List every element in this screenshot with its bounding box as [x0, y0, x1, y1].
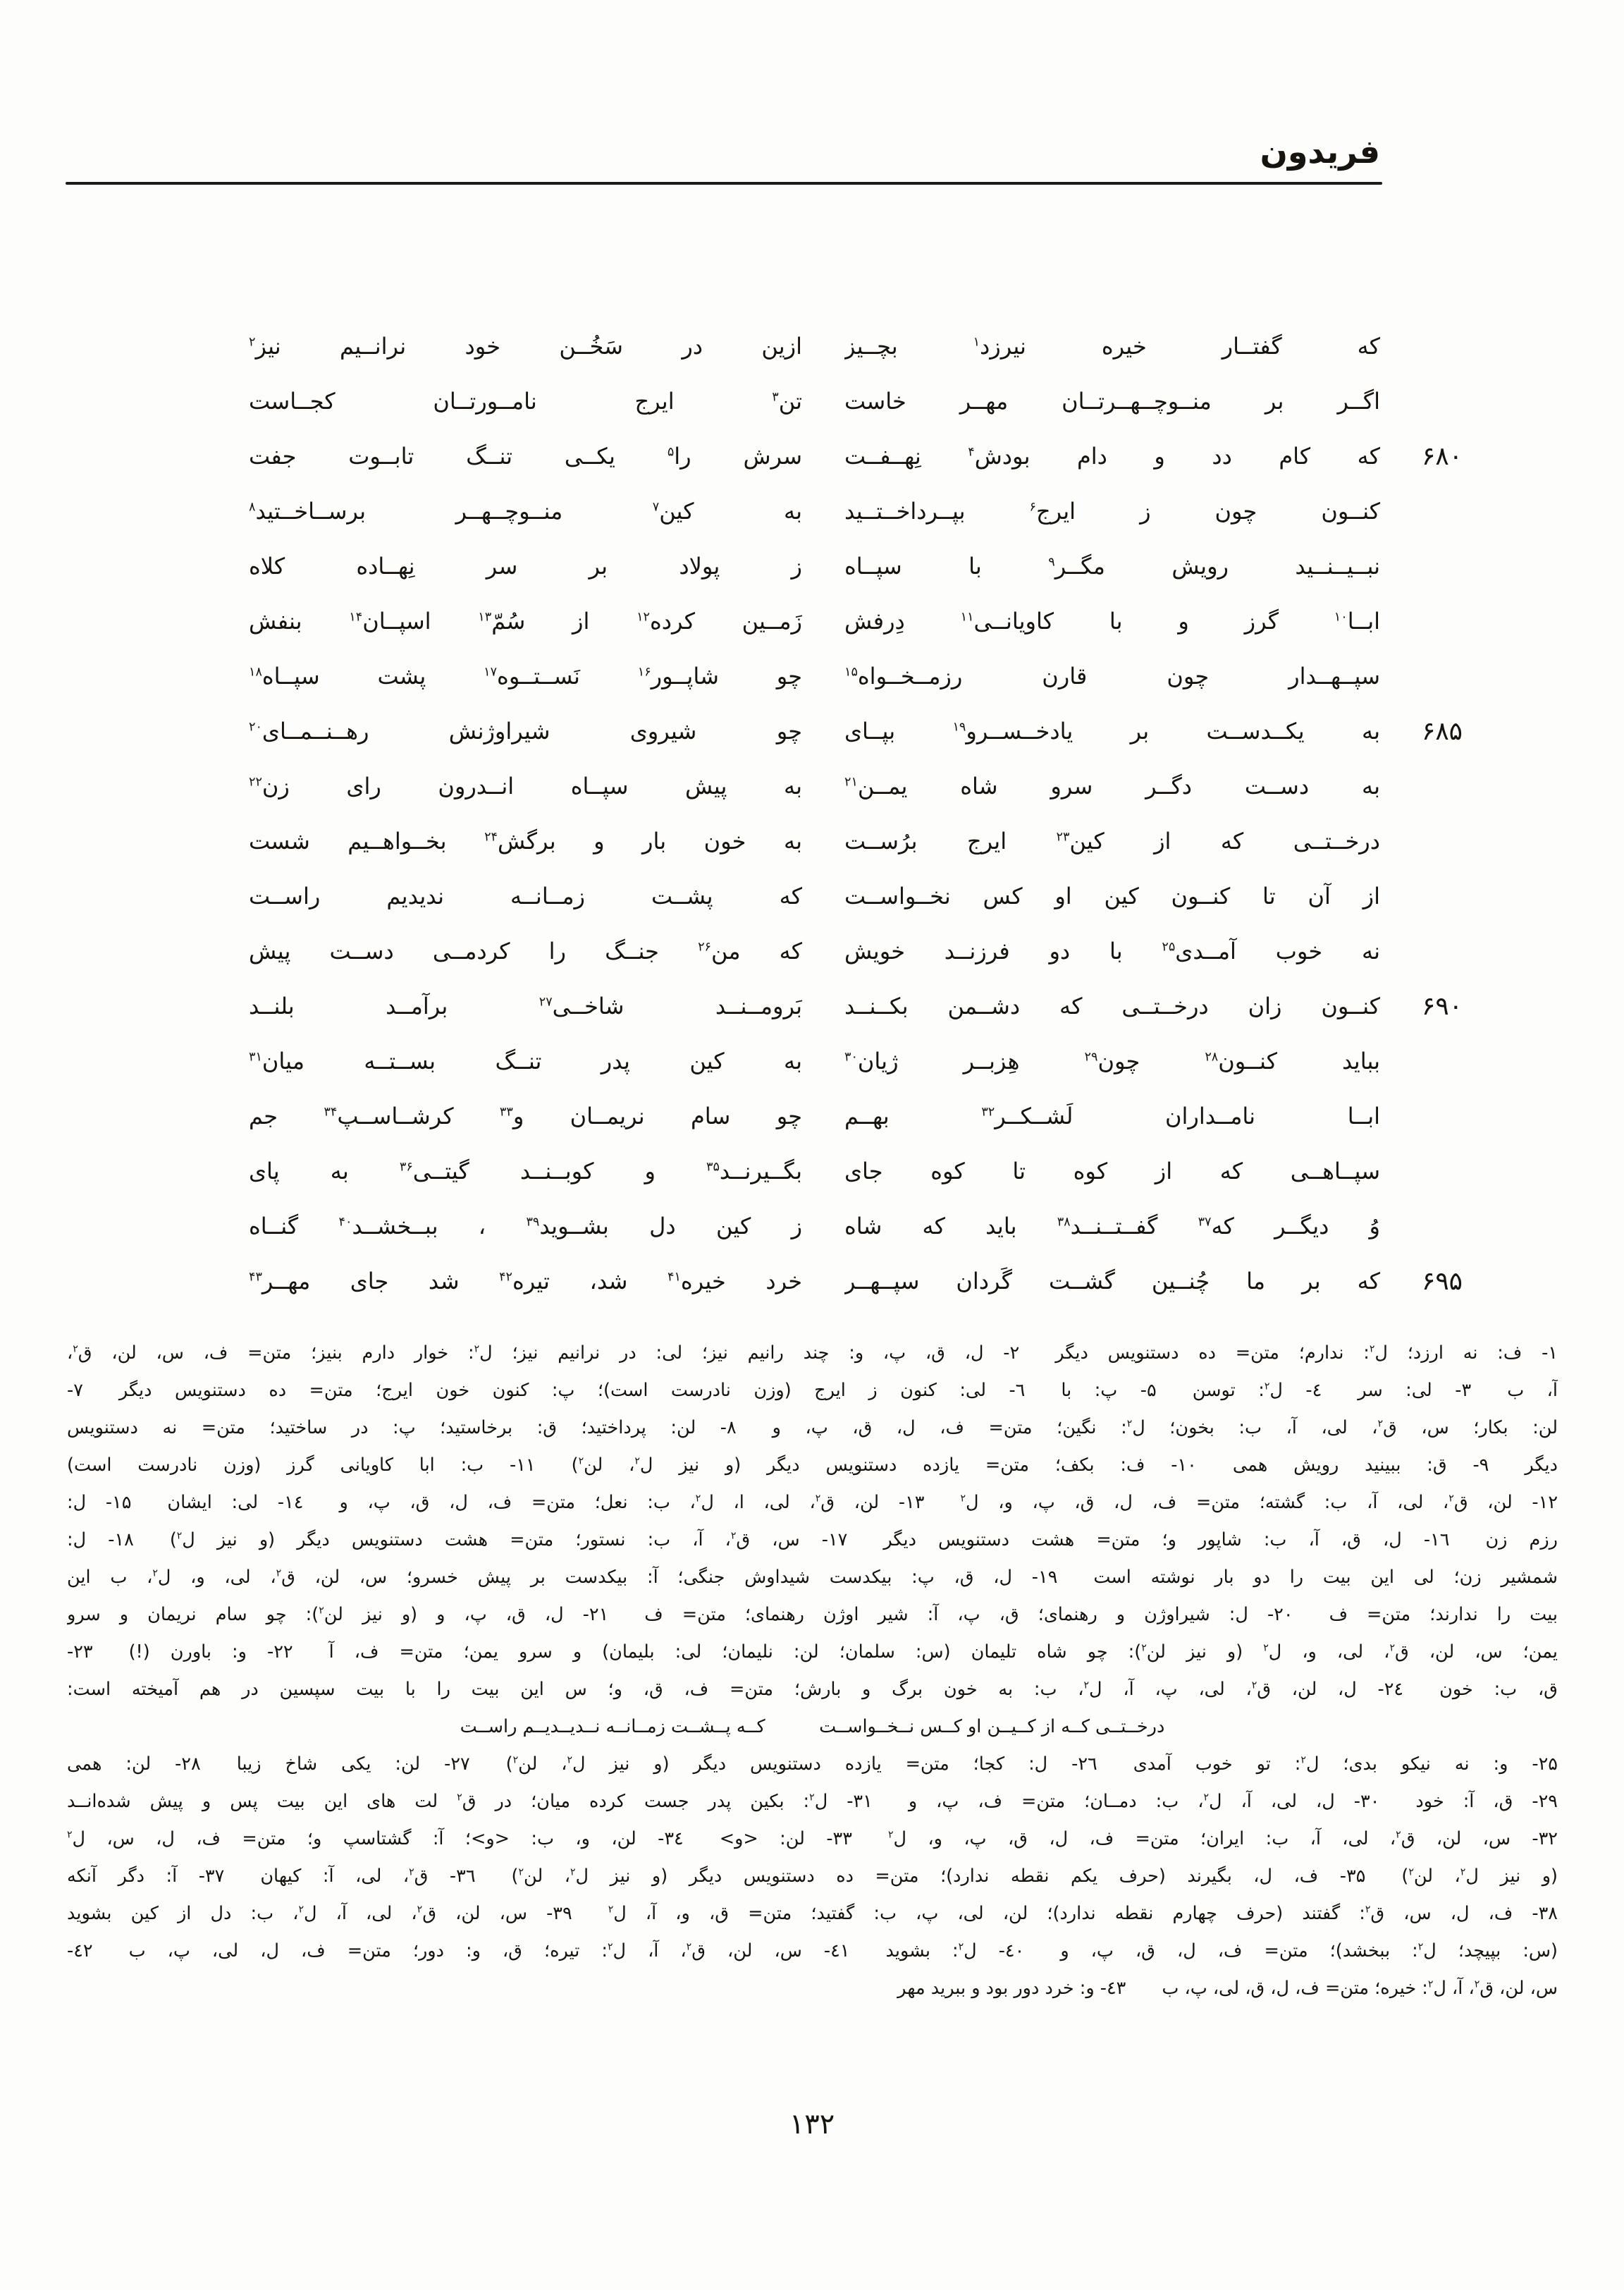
apparatus-line: ۱۲- لن، ق$^۲$، لی، آ، ب: گشته؛ متن= ف، ل، ق، پ، و، ل$^۲$ ۱۳- لن، ق$^۲$، لی، ا، ل$^۲$، ب: نعل؛ متن= ف، ل، ق، پ، و ۱٤- لی: ایشان ۱۵- ل:: [67, 1492, 1558, 1513]
hemistich-right: بباید کنــون$^{۲۸}$ چون$^{۲۹}$ هِزبــر ژیان$^{۳۰}$: [844, 1048, 1380, 1074]
hemistich-right: از آن تا کنــون کین او کس نخــواســت: [844, 883, 1380, 910]
apparatus-line: یمن؛ س، لن، ق$^۲$، لی، و، ل$^۲$ (و نیز لن$^۲$): چو شاه تلیمان (س: سلمان؛ لن: نلیمان؛ لی: بلیمان) و سرو یمن؛ متن= ف، آ ۲۲- و: باورن (!) ۲۳-: [67, 1641, 1558, 1663]
apparatus-line: ق، ب: خون ۲٤- ل، لن، ق$^۲$، لی، پ، آ، ل$^۲$، ب: به خون برگ و بارش؛ متن= ف، ق، و؛ س این بیت را با بیت سپسین در هم آمیخته است:: [67, 1679, 1558, 1700]
verse-row: [247, 649, 1463, 704]
verse-row: [247, 594, 1463, 649]
verse-row: [247, 759, 1463, 814]
hemistich-left: سرش را$^۵$ یکــی تنــگ تابــوت جفت: [249, 443, 802, 470]
verse-row: [247, 1254, 1463, 1309]
verse-row: [247, 1199, 1463, 1254]
hemistich-left: چو شاپــور$^{۱۶}$ نَســتــوه$^{۱۷}$ پشت سپــاه$^{۱۸}$: [249, 663, 802, 690]
hemistich-right: کنــون زان درخــتــی که دشــمن بکــنــد: [844, 993, 1380, 1020]
verse-row: [247, 319, 1463, 374]
apparatus-line: س، لن، ق$^۲$، آ، ل$^۲$: خیره؛ متن= ف، ل، ق، لی، پ، ب ٤۳- و: خرد دور بود و ببرید مهر: [897, 1978, 1558, 1999]
hemistich-right: درخــتــی که از کین$^{۲۳}$ ایرج برُســت: [844, 828, 1380, 855]
verse-number: ۶۹۰: [1421, 991, 1463, 1021]
hemistich-right: نه خوب آمــدی$^{۲۵}$ با دو فرزنــد خویش: [844, 938, 1380, 965]
running-title: فریدون: [1260, 133, 1380, 171]
hemistich-right: که کام دد و دام بودش$^۴$ نِهــفــت: [844, 443, 1380, 470]
apparatus-line: شمشیر زن؛ لی این بیت را دو بار نوشته است ۱۹- ل، ق، پ: بیکدست شیداوش جنگی؛ آ: بیکدست بر پیش خسرو؛ س، لن، ق$^۲$، لی، و، ل$^۲$، ب این: [67, 1567, 1558, 1588]
apparatus-line: لن: بکار؛ س، ق$^۲$، لی، آ، ب: بخون؛ ل$^۲$: نگین؛ متن= ف، ل، ق، پ، و ۸- لن: پرداختید؛ ق: برخاستید؛ پ: در ساختید؛ متن= نه دستنویس: [67, 1417, 1558, 1438]
hemistich-left: ز کین دل بشــوید$^{۳۹}$ ، ببــخشــد$^{۴۰}$ گنــاه: [249, 1213, 802, 1239]
verse-number: ۶۹۵: [1421, 1266, 1463, 1296]
hemistich-left: به پیش سپــاه انــدرون رای زن$^{۲۲}$: [249, 773, 802, 800]
hemistich-left: به خون بار و برگش$^{۲۴}$ بخــواهــیم شست: [249, 828, 802, 855]
poem: [247, 319, 1463, 1309]
hemistich-right: به دســت دگــر سرو شاه یمــن$^{۲۱}$: [844, 773, 1380, 800]
apparatus: [67, 1335, 1558, 2007]
apparatus-line: ۳۸- ف، ل، س، ق$^۲$: گفتند (حرف چهارم نقطه ندارد)؛ لن، لی، پ، ب: گفتید؛ متن= ق، و، آ، ل$^۲$ ۳۹- س، لن، ق$^۲$، لی، آ، ل$^۲$، ب: دل از کین بشوید: [67, 1903, 1558, 1924]
hemistich-left: زَمــین کرده$^{۱۲}$ از سُمّ$^{۱۳}$ اسپــان$^{۱۴}$ بنفش: [249, 608, 802, 635]
apparatus-line: ۲۵- و: نه نیکو بدی؛ ل$^۲$: تو خوب آمدی ۲٦- ل: کجا؛ متن= یازده دستنویس دیگر (و نیز ل$^۲$، لن$^۲$) ۲۷- لن: یکی شاخ زیبا ۲۸- لن: همی: [67, 1753, 1558, 1775]
apparatus-line: ۲۹- ق، آ: خود ۳۰- ل، لی، آ، ل$^۲$، ب: دمــان؛ متن= ف، پ، و ۳۱- ل$^۲$: بکین پدر جست کرده میان؛ در ق$^۲$ لت های این بیت پس و پیش شده‌انــد: [67, 1791, 1558, 1812]
apparatus-line: دیگر ۹- ق: ببینید رویش همی ۱۰- ف: بکف؛ متن= یازده دستنویس دیگر (و نیز ل$^۲$، لن$^۲$) ۱۱- ب: ابا کاویانی گرز (وزن نادرست است): [67, 1455, 1558, 1476]
hemistich-left: که من$^{۲۶}$ جنــگ را کردمــی دســت پیش: [249, 938, 802, 965]
hemistich-left: چو شیروی شیراوژنش رهــنــمــای$^{۲۰}$: [249, 718, 802, 745]
hemistich-right: کنــون چون ز ایرج$^۶$ بپــرداخــتــید: [844, 498, 1380, 525]
apparatus-line: آ، ب ۳- لی: سر ٤- ل$^۲$: توسن ۵- پ: با ٦- لی: کنون ز ایرج (وزن نادرست است)؛ پ: کنون خون ایرج؛ متن= ده دستنویس دیگر ۷-: [67, 1380, 1558, 1401]
hemistich-right: نبــیــنــید رویش مگــر$^۹$ با سپــاه: [844, 553, 1380, 580]
hemistich-left: تن$^۳$ ایرج نامــورتــان کجــاست: [249, 388, 802, 415]
hemistich-right: سپــهــدار چون قارن رزمــخــواه$^{۱۵}$: [844, 663, 1380, 690]
hemistich-left: به کین$^۷$ منــوچــهــر برســاخــتید$^۸$: [249, 498, 802, 525]
apparatus-line: بیت را ندارند؛ متن= ف ۲۰- ل: شیراوژن و رهنمای؛ ق، پ، آ: شیر اوژن رهنمای؛ متن= ف ۲۱- ل، ق، پ، و (و نیز لن$^۲$): چو سام نریمان و سرو: [67, 1604, 1558, 1625]
verse-row: [247, 429, 1463, 484]
apparatus-line: (س: بپیچد؛ ل$^۲$: ببخشد)؛ متن= ف، ل، ق، پ، و ٤۰- ل$^۲$: بشوید ٤۱- س، لن، ق$^۲$، آ، ل$^۲$: تیره؛ ق، و: دور؛ متن= ف، ل، لی، پ، ب ٤۲-: [67, 1940, 1558, 1961]
apparatus-line: ۱- ف: نه ارزد؛ ل$^۲$: ندارم؛ متن= ده دستنویس دیگر ۲- ل، ق، پ، و: چند رانیم نیز؛ لی: در نرانیم نیز؛ ل$^۲$: خوار دارم بنیز؛ متن= ف، س، لن، ق$^۲$،: [67, 1342, 1558, 1364]
hemistich-right: وُ دیگــر که$^{۳۷}$ گفــتــنــد$^{۳۸}$ باید که شاه: [844, 1213, 1380, 1239]
verse-row: [247, 814, 1463, 869]
page-number: ۱۳۲: [789, 2108, 835, 2141]
hemistich-left: خرد خیره$^{۴۱}$ شد، تیره$^{۴۲}$ شد جای مهــر$^{۴۳}$: [249, 1268, 802, 1294]
verse-row: [247, 704, 1463, 759]
verse-row: [247, 1089, 1463, 1144]
hemistich-right: سپــاهــی که از کوه تا کوه جای: [844, 1158, 1380, 1184]
hemistich-left: بگــیرنــد$^{۳۵}$ و کوبــنــد گیتــی$^{۳۶}$ به پای: [249, 1158, 802, 1184]
verse-row: [247, 374, 1463, 429]
hemistich-left: ز پولاد بر سر نِهــاده کلاه: [249, 553, 802, 580]
verse-row: [247, 869, 1463, 924]
verse-row: [247, 924, 1463, 979]
header-rule: [66, 182, 1382, 185]
hemistich-left: چو سام نریمــان و$^{۳۳}$ کرشــاســپ$^{۳۴}$ جم: [249, 1103, 802, 1129]
verse-row: [247, 979, 1463, 1034]
verse-number: ۶۸۰: [1421, 441, 1463, 471]
hemistich-right: ابــا$^{۱۰}$ گرز و با کاویانــی$^{۱۱}$ دِرفش: [844, 608, 1380, 635]
verse-row: [247, 484, 1463, 539]
hemistich-right: به یکــدســت بر یادخــســرو$^{۱۹}$ بپــای: [844, 718, 1380, 745]
hemistich-right: که گفتــار خیره نیرزد$^۱$ بچــیز: [844, 333, 1380, 360]
hemistich-left: بَرومــنــد شاخــی$^{۲۷}$ برآمــد بلنــد: [249, 993, 802, 1020]
hemistich-right: که بر ما چُنــین گشــت گَردان سپــهــر: [844, 1268, 1380, 1294]
hemistich-left: به کین پدر تنــگ بســتــه میان$^{۳۱}$: [249, 1048, 802, 1074]
verse-row: [247, 539, 1463, 594]
apparatus-line: (و نیز ل$^۲$، لن$^۲$) ۳۵- ف، ل، بگیرند (حرف یکم نقطه ندارد)؛ متن= ده دستنویس دیگر (و نیز ل$^۲$، لن$^۲$) ۳٦- ق$^۲$، لی، آ: کیهان ۳۷- آ: دگر آنکه: [67, 1866, 1558, 1887]
apparatus-line: درخــتــی کــه از کــیــن او کــس نــخــواســت کــه پــشــت زمــانــه نــدیــدیــم راســت: [460, 1716, 1165, 1737]
hemistich-left: که پشــت زمــانــه ندیدیم راســت: [249, 883, 802, 910]
verse-number: ۶۸۵: [1421, 716, 1463, 746]
apparatus-line: رزم زن ۱٦- ل، ق، آ، ب: شاپور و؛ متن= هشت دستنویس دیگر ۱۷- س، ق$^۲$، آ، ب: نستور؛ متن= هشت دستنویس دیگر (و نیز ل$^۲$) ۱۸- ل:: [67, 1529, 1558, 1550]
hemistich-right: ابــا نامــداران لَشــکــر$^{۳۲}$ بهــم: [844, 1103, 1380, 1129]
verse-row: [247, 1034, 1463, 1089]
verse-row: [247, 1144, 1463, 1199]
apparatus-line: ۳۲- س، لن، ق$^۲$، لی، آ، ب: ایران؛ متن= ف، ل، ق، پ، و، ل$^۲$ ۳۳- لن: <و> ۳٤- لن، و، ب: <و>؛ آ: گشتاسپ و؛ متن= ف، ل، س، ل$^۲$: [67, 1828, 1558, 1849]
hemistich-right: اگــر بر منــوچــهــرتــان مهــر خاست: [844, 388, 1380, 415]
hemistich-left: ازین در سَخُــن خود نرانــیم نیز$^۲$: [249, 333, 802, 360]
